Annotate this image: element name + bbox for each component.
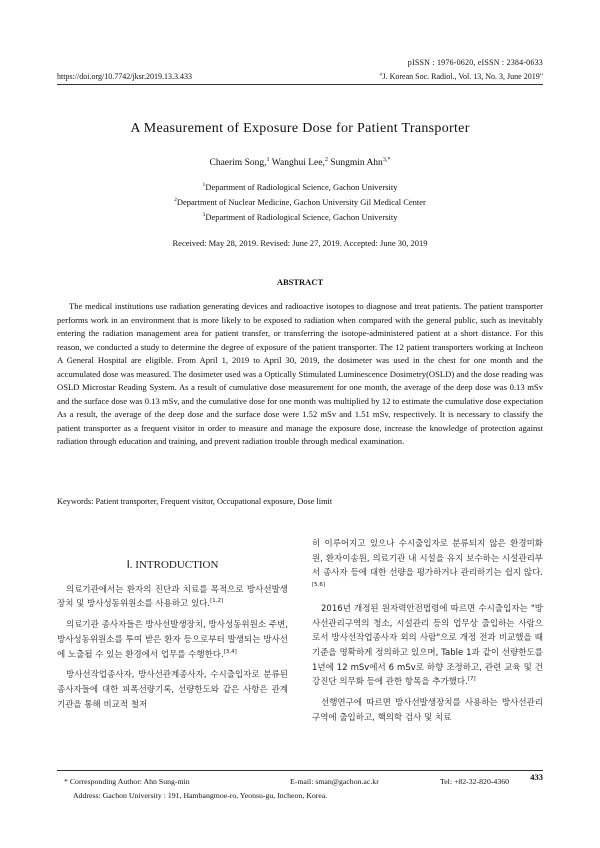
affiliation-2 (0, 197, 600, 207)
affiliation-1-text: Department of Radiological Science, Gachon University (205, 182, 398, 192)
intro-paragraph-3-cont (312, 537, 543, 596)
corresponding-tel: Tel: +82-32-820-4360 (440, 777, 510, 786)
running-header (57, 72, 543, 81)
intro-paragraph-1 (57, 583, 288, 612)
intro-paragraph-4 (312, 602, 543, 690)
citation-ref[interactable]: [1,2] (210, 598, 224, 605)
citation-ref[interactable]: [7] (467, 676, 476, 683)
header-divider (57, 84, 543, 85)
intro-paragraph-1-text: 의료기관에서는 환자의 진단과 치료를 목적으로 방사선발생장치 및 방사성동위원소를 사용하고 있다. (57, 584, 288, 610)
author-2-affil: 2 (324, 156, 328, 163)
citation-ref[interactable]: [3,4] (223, 648, 237, 655)
affiliation-3-num: 3 (202, 212, 206, 219)
author-3: Sungmin Ahn (327, 158, 383, 168)
corresponding-address: Address: Gachon University : 191, Hambangmoe-ro, Yeonsu-gu, Incheon, Korea. (73, 791, 328, 800)
citation-ref[interactable]: [5,6] (312, 582, 326, 589)
intro-paragraph-3-cont-text: 히 이루어지고 있으나 수시출입자로 분류되지 않은 환경미화원, 환자이송원, 의료기관 내 시설을 유지 보수하는 시설관리부서 종사자 등에 대한 선량을 평가하거나 관리하기는 쉽지 않다. (312, 539, 543, 579)
affiliation-2-num: 2 (174, 197, 177, 204)
keywords: Keywords: Patient transporter, Frequent visitor, Occupational exposure, Dose limit (57, 497, 333, 506)
page-number: 433 (530, 772, 543, 782)
affiliation-2-text: Department of Nuclear Medicine, Gachon University Gil Medical Center (176, 197, 426, 207)
journal-citation: "J. Korean Soc. Radiol., Vol. 13, No. 3, June 2019" (379, 72, 543, 81)
intro-paragraph-3: 방사선작업종사자, 방사선관계종사자, 수시출입자로 분류된 종사자들에 대한 피폭선량기록, 선량한도와 같은 사항은 관계 기관을 통해 비교적 철저 (57, 670, 288, 710)
intro-paragraph-2 (57, 618, 288, 662)
abstract-body: The medical institutions use radiation generating devices and radioactive isotopes to diagnose and treat patients. The patient transporter performs work in an environment that is more likely to be exposed to radiation when compared with the general public, such as inevitably entering the radiation management area for patient transfer, or transferring the isotope-administered patient at a short distance. For this reason, we conducted a study to determine the degree of exposure of the patient transporter. The 12 patient transporters working at Incheon A General Hospital are eligible. From April 1, 2019 to April 30, 2019, the dosimeter was used in the chest for one month and the accumulated dose was measured. The dosimeter used was a Optically Stimulated Luminescence Dosimetry(OSLD) and the dose reading was OSLD Microstar Reading System. As a result of cumulative dose measurement for one month, the average of the deep dose was 0.13 mSv and the surface dose was 0.13 mSv, and the cumulative dose for one month was multiplied by 12 to estimate the cumulative dose expectation As a result, the average of the deep dose and the surface dose were 1.52 mSv and 1.51 mSv, respectively. It is necessary to classify the patient transporter as a frequent visitor in order to measure and manage the exposure dose, increase the knowledge of protection against radiation through education and training, and prevent radiation trouble through medical examination. (57, 301, 543, 446)
author-3-affil: 3,* (382, 156, 391, 163)
intro-paragraph-4-text: 2016년 개정된 원자력안전법령에 따르면 수시출입자는 "방사선관리구역의 청소, 시설관리 등의 업무상 출입하는 사람으로서 방사선작업종사자 외의 사람"으로 개정 전과 비교했을 때 기준을 명확하게 정의하고 있으며, Table 1과 같이 선량한도를 1년에 12 mSv에서 6 mSv로 하향 조정하고, 관련 교육 및 건강진단 의무화 등에 관한 항목을 추가했다. (312, 603, 543, 688)
corresponding-author: * Corresponding Author: Ahn Sung-min (64, 777, 190, 786)
intro-paragraph-2-text: 의료기관 종사자들은 방사선발생장치, 방사성동위원소 주변, 방사성동위원소를 투여 받은 환자 등으로부터 발생되는 방사선에 노출될 수 있는 환경에서 업무를 수행한다. (57, 620, 288, 660)
intro-paragraph-5: 선행연구에 따르면 방사선발생장치를 사용하는 방사선관리구역에 출입하고, 핵의학 검사 및 치료 (312, 698, 543, 723)
received-dates: Received: May 28, 2019. Revised: June 27, 2019. Accepted: June 30, 2019 (172, 238, 428, 248)
affiliation-1 (0, 182, 600, 192)
section-heading-introduction: Ⅰ. INTRODUCTION (126, 559, 219, 571)
doi-link[interactable]: https://doi.org/10.7742/jksr.2019.13.3.433 (57, 72, 192, 81)
author-list (0, 158, 600, 168)
author-1-affil: 1 (266, 156, 270, 163)
paper-title: A Measurement of Exposure Dose for Patient Transporter (130, 121, 470, 136)
issn-line: pISSN : 1976-0620, eISSN : 2384-0633 (407, 58, 543, 67)
author-2: Wanghui Lee, (269, 158, 325, 168)
corresponding-email[interactable]: E-mail: sman@gachon.ac.kr (290, 777, 379, 786)
affiliation-1-num: 1 (202, 182, 206, 189)
author-1: Chaerim Song, (209, 158, 267, 168)
right-column (312, 537, 543, 731)
affiliation-3 (0, 212, 600, 222)
affiliation-3-text: Department of Radiological Science, Gachon University (205, 212, 398, 222)
footnote-divider (57, 770, 543, 771)
abstract-heading: ABSTRACT (276, 277, 324, 287)
left-column (57, 540, 288, 718)
